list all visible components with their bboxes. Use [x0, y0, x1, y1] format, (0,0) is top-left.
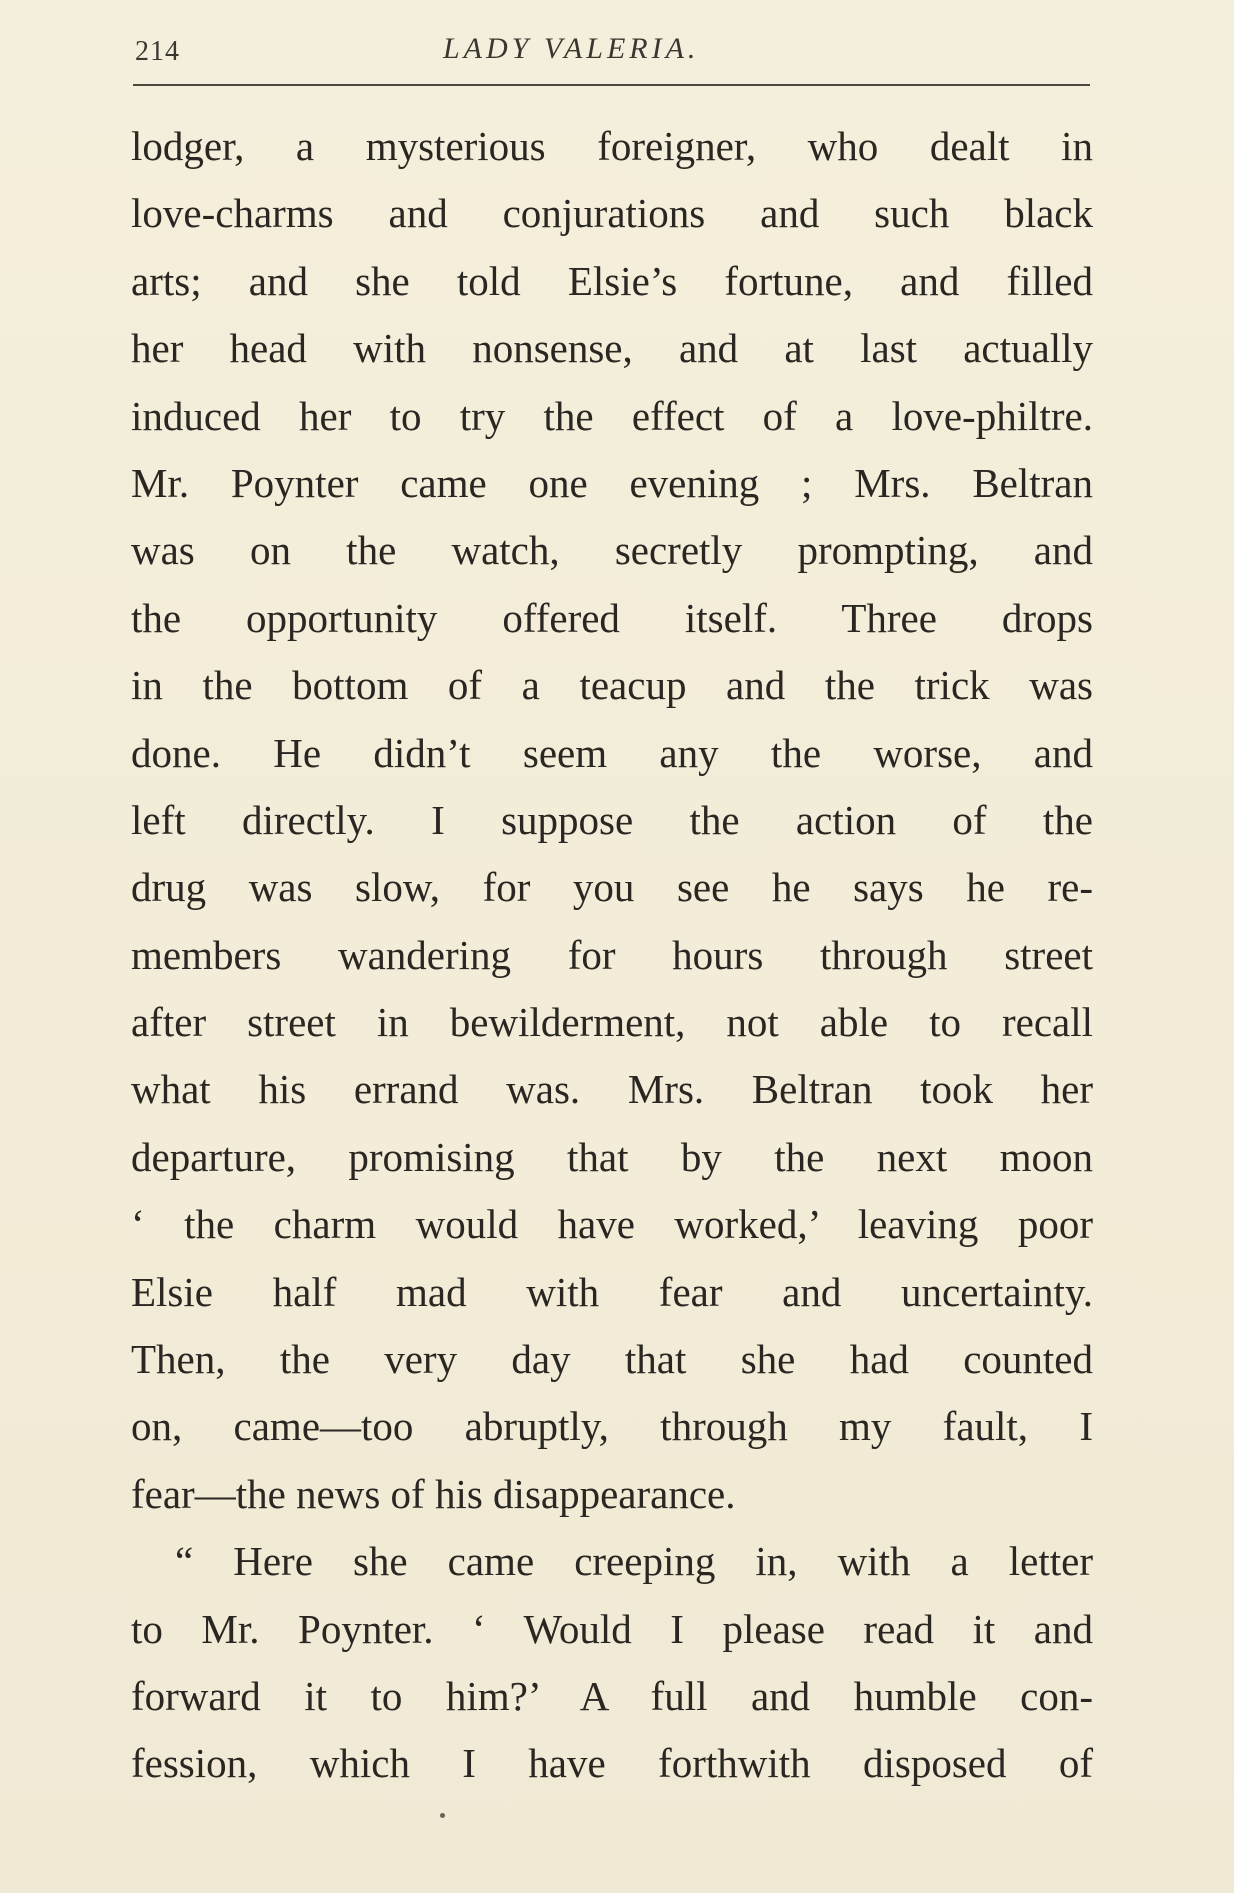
text-line: what his errand was. Mrs. Beltran took her: [131, 1066, 1093, 1113]
text-line: Then, the very day that she had counted: [131, 1336, 1093, 1383]
text-line: in the bottom of a teacup and the trick was: [131, 662, 1093, 709]
paragraph-start-line: “ Here she came creeping in, with a letter: [175, 1538, 1093, 1585]
page-number: 214: [135, 36, 180, 67]
paper-speck: [440, 1813, 445, 1818]
text-line: done. He didn’t seem any the worse, and: [131, 729, 1093, 776]
text-line: after street in bewilderment, not able to recall: [131, 999, 1093, 1046]
text-line: induced her to try the effect of a love-philtre.: [131, 392, 1093, 439]
text-line: forward it to him?’ A full and humble con-: [131, 1672, 1093, 1719]
text-line: was on the watch, secretly prompting, and: [131, 527, 1093, 574]
text-line: the opportunity offered itself. Three drops: [131, 594, 1093, 641]
paragraph-end-line: fear—the news of his disappearance.: [131, 1470, 736, 1517]
header-rule: [133, 84, 1090, 86]
text-line: fession, which I have forthwith disposed of: [131, 1740, 1093, 1787]
text-line: on, came—too abruptly, through my fault, I: [131, 1403, 1093, 1450]
text-line: members wandering for hours through street: [131, 931, 1093, 978]
text-line: Mr. Poynter came one evening ; Mrs. Beltran: [131, 459, 1093, 506]
text-line: drug was slow, for you see he says he re-: [131, 864, 1093, 911]
text-line: arts; and she told Elsie’s fortune, and filled: [131, 257, 1093, 304]
text-line: to Mr. Poynter. ‘ Would I please read it and: [131, 1605, 1093, 1652]
text-line: Elsie half mad with fear and uncertainty.: [131, 1268, 1093, 1315]
text-line: her head with nonsense, and at last actually: [131, 325, 1093, 372]
page-header: [133, 30, 1090, 76]
text-line: left directly. I suppose the action of the: [131, 796, 1093, 843]
text-line: ‘ the charm would have worked,’ leaving poor: [131, 1201, 1093, 1248]
text-line: love-charms and conjurations and such black: [131, 190, 1093, 237]
text-line: lodger, a mysterious foreigner, who dealt in: [131, 123, 1093, 169]
body-text: [131, 113, 1093, 1798]
text-line: departure, promising that by the next moon: [131, 1133, 1093, 1180]
running-title: LADY VALERIA.: [443, 32, 700, 65]
